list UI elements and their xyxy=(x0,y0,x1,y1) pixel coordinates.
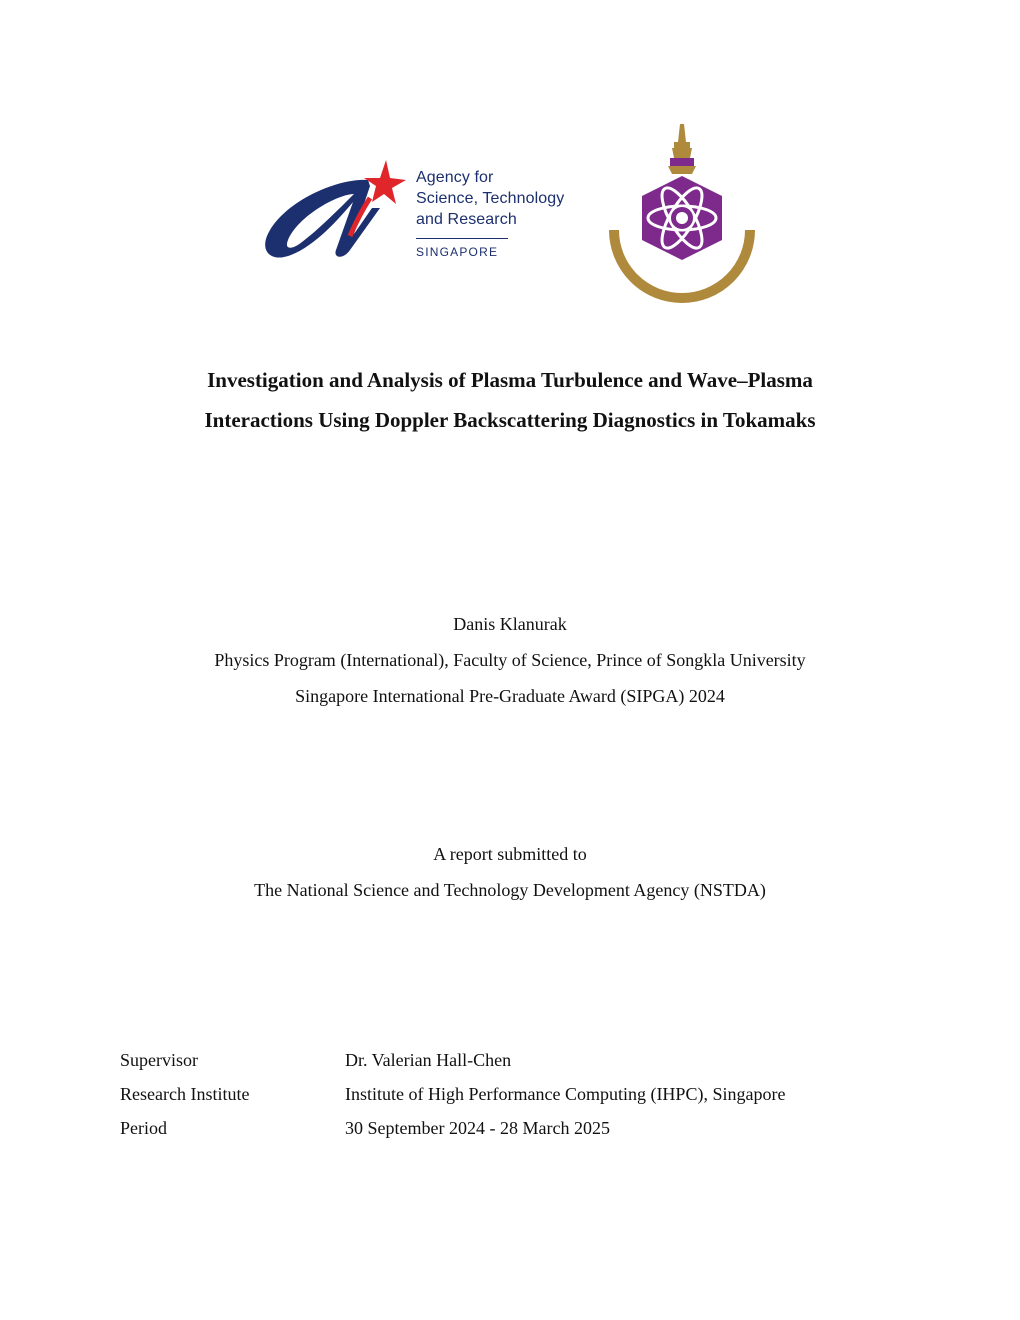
logo-area xyxy=(0,0,1020,330)
author-block xyxy=(100,606,920,714)
university-seal xyxy=(594,120,770,310)
astar-wordmark xyxy=(416,167,616,259)
title-line-2: Interactions Using Doppler Backscattering Diagnostics in Tokamaks xyxy=(204,408,816,432)
astar-line-3: and Research xyxy=(416,211,517,228)
author-name: Danis Klanurak xyxy=(453,614,567,634)
info-label: Period xyxy=(120,1118,167,1138)
info-row-period xyxy=(120,1111,785,1145)
seal-crown-icon xyxy=(668,124,696,174)
author-affiliation: Physics Program (International), Faculty of Science, Prince of Songkla University xyxy=(214,650,806,670)
info-label: Research Institute xyxy=(120,1084,250,1104)
info-value: 30 September 2024 - 28 March 2025 xyxy=(345,1118,610,1138)
astar-subtitle: SINGAPORE xyxy=(416,245,499,259)
info-table xyxy=(120,1043,785,1145)
astar-star-icon xyxy=(364,160,406,204)
submission-block xyxy=(100,836,920,908)
info-row-supervisor xyxy=(120,1043,785,1077)
report-title xyxy=(100,360,920,440)
info-row-institute xyxy=(120,1077,785,1111)
info-value: Institute of High Performance Computing (IHPC), Singapore xyxy=(345,1084,786,1104)
author-award: Singapore International Pre-Graduate Award (SIPGA) 2024 xyxy=(295,686,725,706)
astar-line-1: Agency for xyxy=(416,169,494,186)
astar-line-2: Science, Technology xyxy=(416,190,565,207)
info-value: Dr. Valerian Hall-Chen xyxy=(345,1050,512,1070)
submission-line-1: A report submitted to xyxy=(433,844,587,864)
title-line-1: Investigation and Analysis of Plasma Turbulence and Wave–Plasma xyxy=(207,368,813,392)
info-label: Supervisor xyxy=(120,1050,198,1070)
astar-divider xyxy=(416,238,508,239)
submission-agency: The National Science and Technology Development Agency (NSTDA) xyxy=(254,880,766,900)
